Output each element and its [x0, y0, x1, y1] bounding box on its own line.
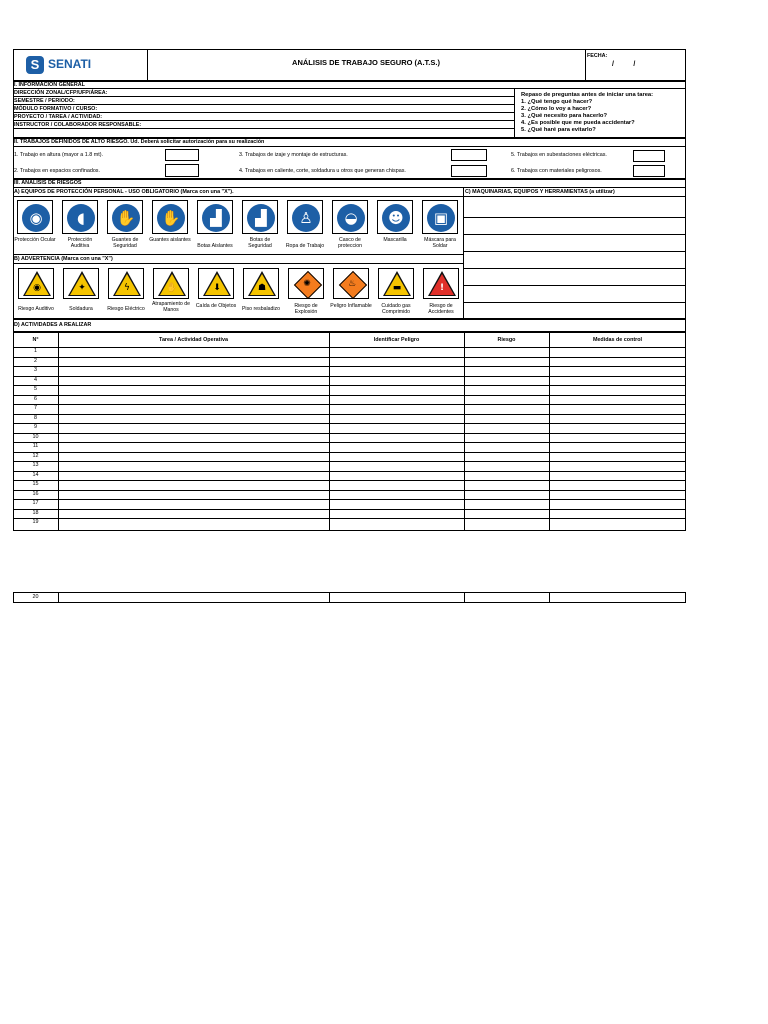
warning-label-6: Piso resbaladizo [241, 306, 281, 312]
table-row[interactable] [13, 509, 686, 519]
activity-row-number: 2 [34, 357, 37, 364]
ppe-item-2[interactable] [62, 200, 98, 234]
field-proyecto[interactable]: PROYECTO / TAREA / ACTIVIDAD: [14, 114, 103, 120]
warning-label-5: Caída de Objetos [195, 303, 237, 309]
table-row[interactable] [13, 366, 686, 376]
table-row[interactable] [13, 461, 686, 471]
table-row[interactable] [13, 518, 686, 528]
field-semestre[interactable]: SEMESTRE / PERIODO: [14, 98, 75, 104]
job-checkbox-1[interactable] [165, 149, 199, 161]
ppe-item-9[interactable] [377, 200, 413, 234]
ppe-title: A) EQUIPOS DE PROTECCIÓN PERSONAL - USO OBLIGATORIO (Marca con una "X"). [14, 189, 234, 195]
warning-label-10: Riesgo de Accidentes [428, 303, 454, 315]
job-checkbox-6[interactable] [633, 165, 665, 177]
general-info-line-3 [13, 112, 514, 113]
warning-label-9: Cuidado gas Comprimido [381, 303, 411, 315]
activity-row-number: 19 [32, 519, 39, 525]
ppe-label-3: Guantes de Seguridad [111, 237, 139, 249]
ppe-item-10[interactable] [422, 200, 458, 234]
activity-row-number: 7 [34, 405, 37, 411]
ppe-item-3[interactable] [107, 200, 143, 234]
section-risk-analysis-title: III. ANÁLISIS DE RIESGOS [14, 180, 82, 186]
activity-row-number: 15 [32, 481, 39, 487]
activity-row-number: 8 [34, 414, 37, 421]
activity-row-number: 17 [32, 500, 39, 506]
welding-hazard-icon: ✦ [78, 283, 86, 293]
table-row[interactable] [13, 347, 686, 357]
ppe-label-6: Botas de Seguridad [248, 237, 272, 249]
warnings-title-line-top [13, 254, 463, 255]
table-row[interactable] [13, 490, 686, 500]
ppe-label-7: Ropa de Trabajo [285, 243, 325, 249]
noise-hazard-icon: ◉ [33, 283, 41, 293]
ppe-label-4: Guantes aislantes [149, 237, 191, 243]
row20-div-1 [58, 592, 59, 603]
activities-col-header-risk: Riesgo [497, 337, 516, 343]
safety-boots-icon: ▟ [247, 204, 275, 232]
activity-row-number: 11 [32, 443, 39, 449]
ppe-row [13, 200, 463, 254]
warning-item-7[interactable] [288, 268, 324, 299]
table-row[interactable] [13, 357, 686, 367]
activity-row-number: 9 [34, 424, 37, 430]
activity-row-number: 16 [32, 490, 39, 497]
table-row[interactable] [13, 385, 686, 395]
warning-item-1[interactable] [18, 268, 54, 299]
table-row[interactable] [13, 452, 686, 462]
senati-logo-text: SENATI [48, 57, 92, 71]
activity-row-number: 13 [32, 462, 39, 468]
ppe-label-2: Protección Auditiva [67, 237, 93, 249]
machines-line-3 [463, 251, 686, 252]
ppe-item-1[interactable] [17, 200, 53, 234]
hand-crush-hazard-icon: ✋ [166, 283, 178, 293]
ppe-item-5[interactable] [197, 200, 233, 234]
insulating-gloves-icon: ✋ [157, 204, 185, 232]
warning-label-4: Atrapamiento de Manos [151, 301, 191, 313]
warning-item-10[interactable] [423, 268, 459, 299]
electric-hazard-icon: ϟ [124, 283, 130, 293]
activities-col-header-hazard: Identificar Peligro [373, 337, 420, 343]
job-item-3: 3. Trabajos de izaje y montaje de estructuras. [239, 152, 348, 158]
warning-label-8: Peligro Inflamable [330, 303, 372, 309]
review-question-2: 2. ¿Cómo lo voy a hacer? [521, 106, 592, 112]
general-info-divider [514, 88, 515, 138]
ppe-label-9: Mascarilla [383, 237, 407, 243]
ppe-label-10: Máscara para Soldar [424, 237, 456, 249]
warning-label-3: Riesgo Eléctrico [107, 306, 145, 312]
warnings-row [13, 268, 463, 319]
accident-hazard-icon: ! [439, 283, 445, 293]
warning-item-5[interactable] [198, 268, 234, 299]
row20-div-2 [329, 592, 330, 603]
table-row[interactable] [13, 395, 686, 405]
machines-line-5 [463, 285, 686, 286]
warnings-title-line-bottom [13, 263, 463, 264]
ppe-item-7[interactable] [287, 200, 323, 234]
row20-div-3 [464, 592, 465, 603]
job-checkbox-4[interactable] [451, 165, 487, 177]
warnings-title: B) ADVERTENCIA (Marca con una "X") [14, 256, 113, 262]
field-instructor[interactable]: INSTRUCTOR / COLABORADOR RESPONSABLE: [14, 122, 142, 128]
job-checkbox-3[interactable] [451, 149, 487, 161]
welding-mask-icon: ▣ [427, 204, 455, 232]
review-question-5: 5. ¿Qué haré para evitarlo? [521, 127, 596, 133]
compressed-gas-hazard-icon: ▬ [392, 283, 402, 293]
review-question-3: 3. ¿Qué necesito para hacerlo? [521, 113, 608, 119]
warning-item-6[interactable] [243, 268, 279, 299]
activities-col-header-num: N° [32, 337, 39, 343]
row20-div-4 [549, 592, 550, 603]
table-row[interactable] [13, 404, 686, 414]
activity-row-number: 6 [34, 395, 37, 402]
table-row[interactable] [13, 423, 686, 433]
machines-line-1 [463, 217, 686, 218]
activity-row-number: 5 [34, 386, 37, 392]
machines-divider [463, 187, 464, 319]
activity-row-number: 1 [34, 348, 37, 354]
machines-line-2 [463, 234, 686, 235]
ppe-label-8: Casco de proteccion [338, 237, 362, 249]
activity-row-number: 12 [32, 452, 39, 459]
job-checkbox-5[interactable] [633, 150, 665, 162]
activities-title-bar [13, 319, 686, 332]
job-item-6: 6. Trabajos con materiales peligrosos. [511, 168, 602, 174]
general-info-line-1 [13, 96, 514, 97]
ppe-label-5: Botas Aislantes [197, 243, 233, 249]
risk-analysis-title-line [13, 187, 686, 188]
safety-gloves-icon: ✋ [112, 204, 140, 232]
table-row[interactable] [13, 471, 686, 481]
ppe-label-1: Protección Ocular [14, 237, 56, 243]
machines-line-6 [463, 302, 686, 303]
warning-label-1: Riesgo Auditivo [18, 306, 54, 312]
activity-row-number: 18 [32, 509, 39, 516]
insulating-boots-icon: ▟ [202, 204, 230, 232]
general-info-line-4 [13, 120, 514, 121]
header-divider-date [585, 49, 586, 81]
activity-row-number: 3 [34, 367, 37, 373]
activities-title: D) ACTIVIDADES A REALIZAR [14, 322, 92, 328]
table-row[interactable] [13, 499, 686, 509]
explosion-hazard-icon: ✺ [303, 279, 311, 289]
table-row[interactable] [13, 433, 686, 443]
warning-item-9[interactable] [378, 268, 414, 299]
fecha-value[interactable]: / / [612, 61, 636, 68]
high-risk-title-line [13, 146, 686, 147]
review-title: Repaso de preguntas antes de iniciar una tarea: [521, 92, 654, 98]
activities-col-header-controls: Medidas de control [592, 337, 643, 343]
machines-line-4 [463, 268, 686, 269]
activity-row-number: 14 [32, 471, 39, 478]
job-item-5: 5. Trabajos en subestaciones eléctricas. [511, 152, 607, 158]
page-title: ANÁLISIS DE TRABAJO SEGURO (A.T.S.) [292, 58, 440, 67]
job-item-4: 4. Trabajos en caliente, corte, soldadura u otros que generan chispas. [239, 168, 406, 174]
warning-item-3[interactable] [108, 268, 144, 299]
ppe-item-4[interactable] [152, 200, 188, 234]
activity-row-number: 4 [34, 376, 37, 383]
respirator-mask-icon: ☻ [382, 204, 410, 232]
activity-row-number: 20 [32, 594, 39, 600]
activities-col-header-task: Tarea / Actividad Operativa [159, 337, 228, 343]
table-row[interactable] [13, 376, 686, 386]
table-row[interactable] [13, 414, 686, 424]
warning-item-8[interactable] [333, 268, 369, 299]
table-row[interactable] [13, 442, 686, 452]
ppe-item-6[interactable] [242, 200, 278, 234]
machines-title: C) MAQUINARIAS, EQUIPOS Y HERRAMIENTAS (a utilizar) [465, 189, 615, 195]
ear-muffs-icon: ◖ [67, 204, 95, 232]
general-info-line-5 [13, 128, 514, 129]
field-modulo[interactable]: MÓDULO FORMATIVO / CURSO: [14, 106, 98, 112]
job-checkbox-2[interactable] [165, 164, 199, 177]
activity-row-20 [13, 592, 686, 603]
general-info-line-0 [13, 88, 686, 89]
warning-item-2[interactable] [63, 268, 99, 299]
ppe-item-8[interactable] [332, 200, 368, 234]
review-question-4: 4. ¿Es posible que me pueda accidentar? [521, 120, 635, 126]
work-clothes-icon: ♙ [292, 204, 320, 232]
job-item-2: 2. Trabajos en espacios confinados. [14, 168, 101, 174]
flammable-hazard-icon: ♨ [347, 279, 357, 289]
section-general-info-title: I. INFORMACIÓN GENERAL [14, 82, 85, 88]
warning-label-7: Riesgo de Explosión [294, 303, 318, 315]
slippery-floor-hazard-icon: ☗ [257, 283, 267, 293]
general-info-line-2 [13, 104, 514, 105]
falling-objects-hazard-icon: ⬇ [213, 283, 221, 293]
goggles-icon: ◉ [22, 204, 50, 232]
hard-hat-icon: ◒ [337, 204, 365, 232]
warning-label-2: Soldadura [69, 306, 93, 312]
ppe-title-line [13, 196, 686, 197]
activity-row-number: 10 [32, 433, 39, 440]
section-high-risk-title: II. TRABAJOS DEFINIDOS DE ALTO RIESGO. Ud. Deberá solicitar autorización para su realización [14, 139, 265, 145]
warning-item-4[interactable] [153, 268, 189, 299]
fecha-label: FECHA: [587, 53, 608, 59]
senati-logo [24, 54, 134, 76]
senati-logo-icon: S [26, 56, 44, 74]
review-question-1: 1. ¿Qué tengo qué hacer? [521, 99, 593, 105]
job-item-1: 1. Trabajo en altura (mayor a 1.8 mt). [14, 152, 103, 158]
table-row[interactable] [13, 480, 686, 490]
field-direccion-zonal[interactable]: DIRECCIÓN ZONAL/CFP/UFP/ÁREA: [14, 90, 108, 96]
